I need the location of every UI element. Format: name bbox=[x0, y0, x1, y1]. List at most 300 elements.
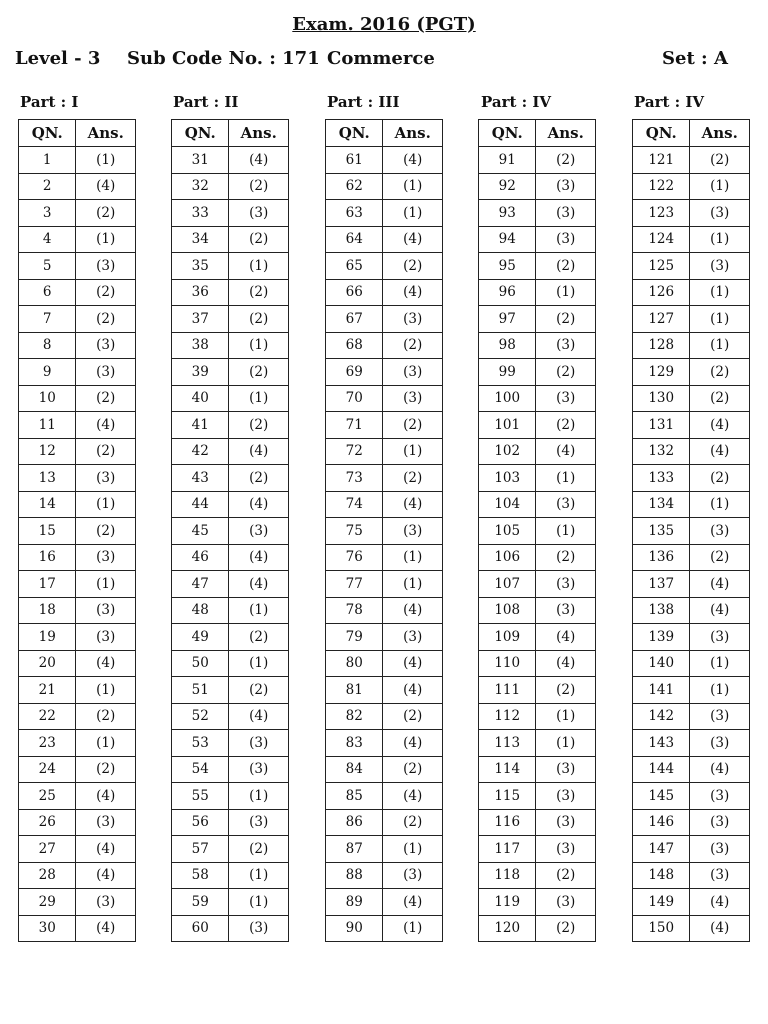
answer-value: (1) bbox=[690, 279, 750, 306]
answer-value: (2) bbox=[383, 809, 443, 836]
table-row bbox=[633, 703, 750, 730]
question-number: 27 bbox=[19, 836, 76, 863]
table-row bbox=[172, 385, 289, 412]
table-row bbox=[479, 173, 596, 200]
question-number: 100 bbox=[479, 385, 536, 412]
table-row bbox=[326, 809, 443, 836]
answer-value: (4) bbox=[383, 597, 443, 624]
answer-value: (3) bbox=[229, 809, 289, 836]
table-row bbox=[172, 279, 289, 306]
question-number: 75 bbox=[326, 518, 383, 545]
question-number: 133 bbox=[633, 465, 690, 492]
table-row bbox=[633, 173, 750, 200]
table-row bbox=[326, 730, 443, 757]
question-number: 54 bbox=[172, 756, 229, 783]
answer-value: (4) bbox=[690, 571, 750, 598]
table-row bbox=[172, 597, 289, 624]
answer-value: (4) bbox=[383, 147, 443, 174]
exam-title-text: Exam. 2016 (PGT) bbox=[292, 14, 476, 35]
table-row bbox=[326, 862, 443, 889]
table-row bbox=[172, 836, 289, 863]
table-row bbox=[172, 412, 289, 439]
answer-value: (4) bbox=[229, 544, 289, 571]
question-number: 142 bbox=[633, 703, 690, 730]
question-number: 14 bbox=[19, 491, 76, 518]
question-number: 76 bbox=[326, 544, 383, 571]
answer-value: (2) bbox=[229, 173, 289, 200]
question-number: 17 bbox=[19, 571, 76, 598]
table-row bbox=[633, 226, 750, 253]
table-row bbox=[326, 915, 443, 942]
answer-value: (4) bbox=[229, 703, 289, 730]
answer-value: (3) bbox=[536, 173, 596, 200]
question-number: 145 bbox=[633, 783, 690, 810]
question-number: 85 bbox=[326, 783, 383, 810]
answer-value: (4) bbox=[383, 677, 443, 704]
table-row bbox=[479, 544, 596, 571]
question-number: 13 bbox=[19, 465, 76, 492]
answer-value: (2) bbox=[76, 200, 136, 227]
answer-value: (2) bbox=[229, 465, 289, 492]
question-number: 3 bbox=[19, 200, 76, 227]
answer-value: (2) bbox=[76, 703, 136, 730]
question-number: 73 bbox=[326, 465, 383, 492]
answer-value: (3) bbox=[690, 253, 750, 280]
table-row bbox=[326, 279, 443, 306]
table-row bbox=[326, 332, 443, 359]
table-row bbox=[479, 147, 596, 174]
answer-value: (4) bbox=[229, 571, 289, 598]
table-row bbox=[479, 836, 596, 863]
table-row bbox=[633, 200, 750, 227]
answer-value: (2) bbox=[690, 385, 750, 412]
table-row bbox=[479, 624, 596, 651]
question-number: 71 bbox=[326, 412, 383, 439]
answer-value: (1) bbox=[76, 147, 136, 174]
question-number: 84 bbox=[326, 756, 383, 783]
answer-value: (2) bbox=[383, 756, 443, 783]
table-row bbox=[633, 862, 750, 889]
table-header-row bbox=[633, 120, 750, 147]
table-row bbox=[19, 412, 136, 439]
answer-value: (4) bbox=[690, 597, 750, 624]
table-row bbox=[633, 306, 750, 333]
answer-value: (1) bbox=[229, 385, 289, 412]
answer-value: (2) bbox=[76, 385, 136, 412]
table-row bbox=[633, 809, 750, 836]
table-row bbox=[479, 332, 596, 359]
question-number: 117 bbox=[479, 836, 536, 863]
table-row bbox=[172, 200, 289, 227]
table-row bbox=[479, 677, 596, 704]
question-number: 125 bbox=[633, 253, 690, 280]
question-number: 120 bbox=[479, 915, 536, 942]
table-row bbox=[19, 438, 136, 465]
table-header-row bbox=[172, 120, 289, 147]
answer-value: (3) bbox=[690, 862, 750, 889]
table-row bbox=[19, 465, 136, 492]
question-number: 144 bbox=[633, 756, 690, 783]
table-row bbox=[172, 544, 289, 571]
answer-value: (4) bbox=[383, 491, 443, 518]
answer-value: (3) bbox=[536, 200, 596, 227]
answer-value: (3) bbox=[76, 359, 136, 386]
answer-value: (3) bbox=[383, 359, 443, 386]
question-number: 97 bbox=[479, 306, 536, 333]
question-number: 16 bbox=[19, 544, 76, 571]
answer-table bbox=[325, 119, 443, 942]
question-number: 113 bbox=[479, 730, 536, 757]
answer-value: (4) bbox=[690, 756, 750, 783]
table-row bbox=[633, 783, 750, 810]
question-number: 12 bbox=[19, 438, 76, 465]
table-row bbox=[326, 518, 443, 545]
table-row bbox=[479, 491, 596, 518]
answer-value: (4) bbox=[383, 889, 443, 916]
table-row bbox=[479, 783, 596, 810]
table-row bbox=[633, 624, 750, 651]
question-number: 103 bbox=[479, 465, 536, 492]
answer-value: (2) bbox=[229, 412, 289, 439]
question-number: 4 bbox=[19, 226, 76, 253]
answer-value: (3) bbox=[690, 518, 750, 545]
question-number: 47 bbox=[172, 571, 229, 598]
question-number: 67 bbox=[326, 306, 383, 333]
answer-value: (1) bbox=[383, 836, 443, 863]
question-number: 36 bbox=[172, 279, 229, 306]
question-number: 105 bbox=[479, 518, 536, 545]
table-row bbox=[172, 703, 289, 730]
answer-value: (2) bbox=[536, 147, 596, 174]
question-number: 95 bbox=[479, 253, 536, 280]
table-row bbox=[172, 518, 289, 545]
table-row bbox=[19, 677, 136, 704]
question-number: 72 bbox=[326, 438, 383, 465]
answer-value: (2) bbox=[690, 544, 750, 571]
table-row bbox=[172, 650, 289, 677]
table-row bbox=[479, 571, 596, 598]
answer-value: (2) bbox=[536, 915, 596, 942]
table-row bbox=[479, 809, 596, 836]
question-number: 20 bbox=[19, 650, 76, 677]
question-number: 140 bbox=[633, 650, 690, 677]
answer-value: (1) bbox=[76, 226, 136, 253]
table-row bbox=[479, 279, 596, 306]
qn-header: QN. bbox=[633, 120, 690, 147]
question-number: 31 bbox=[172, 147, 229, 174]
question-number: 11 bbox=[19, 412, 76, 439]
table-row bbox=[633, 650, 750, 677]
question-number: 149 bbox=[633, 889, 690, 916]
table-row bbox=[172, 306, 289, 333]
answer-value: (2) bbox=[690, 465, 750, 492]
table-row bbox=[19, 889, 136, 916]
question-number: 148 bbox=[633, 862, 690, 889]
answer-value: (2) bbox=[690, 147, 750, 174]
table-row bbox=[633, 279, 750, 306]
answer-value: (3) bbox=[76, 465, 136, 492]
question-number: 24 bbox=[19, 756, 76, 783]
table-row bbox=[633, 836, 750, 863]
table-row bbox=[19, 332, 136, 359]
ans-header: Ans. bbox=[229, 120, 289, 147]
answer-value: (3) bbox=[690, 624, 750, 651]
table-row bbox=[19, 279, 136, 306]
table-row bbox=[326, 200, 443, 227]
answer-value: (2) bbox=[383, 412, 443, 439]
table-row bbox=[479, 597, 596, 624]
answer-value: (3) bbox=[76, 544, 136, 571]
table-row bbox=[326, 544, 443, 571]
question-number: 108 bbox=[479, 597, 536, 624]
question-number: 29 bbox=[19, 889, 76, 916]
table-row bbox=[633, 332, 750, 359]
question-number: 121 bbox=[633, 147, 690, 174]
part-label: Part : II bbox=[173, 93, 239, 111]
table-row bbox=[172, 624, 289, 651]
question-number: 19 bbox=[19, 624, 76, 651]
answer-value: (1) bbox=[690, 677, 750, 704]
answer-value: (3) bbox=[383, 306, 443, 333]
question-number: 119 bbox=[479, 889, 536, 916]
part-label: Part : IV bbox=[481, 93, 552, 111]
answer-value: (3) bbox=[536, 809, 596, 836]
table-row bbox=[633, 677, 750, 704]
question-number: 109 bbox=[479, 624, 536, 651]
question-number: 139 bbox=[633, 624, 690, 651]
question-number: 46 bbox=[172, 544, 229, 571]
question-number: 94 bbox=[479, 226, 536, 253]
answer-value: (4) bbox=[383, 730, 443, 757]
table-row bbox=[479, 730, 596, 757]
answer-value: (2) bbox=[76, 438, 136, 465]
table-row bbox=[19, 147, 136, 174]
table-row bbox=[19, 226, 136, 253]
answer-value: (3) bbox=[536, 783, 596, 810]
answer-value: (1) bbox=[690, 332, 750, 359]
answer-value: (4) bbox=[76, 915, 136, 942]
answer-value: (2) bbox=[76, 756, 136, 783]
table-row bbox=[19, 836, 136, 863]
answer-value: (3) bbox=[383, 385, 443, 412]
qn-header: QN. bbox=[172, 120, 229, 147]
answer-table bbox=[632, 119, 750, 942]
question-number: 126 bbox=[633, 279, 690, 306]
table-row bbox=[19, 597, 136, 624]
question-number: 23 bbox=[19, 730, 76, 757]
table-row bbox=[479, 385, 596, 412]
table-row bbox=[19, 359, 136, 386]
table-row bbox=[326, 650, 443, 677]
answer-value: (4) bbox=[76, 836, 136, 863]
question-number: 127 bbox=[633, 306, 690, 333]
part-label: Part : III bbox=[327, 93, 400, 111]
answer-table bbox=[478, 119, 596, 942]
table-row bbox=[19, 624, 136, 651]
answer-value: (2) bbox=[229, 677, 289, 704]
question-number: 110 bbox=[479, 650, 536, 677]
question-number: 35 bbox=[172, 253, 229, 280]
answer-value: (2) bbox=[536, 306, 596, 333]
table-row bbox=[172, 889, 289, 916]
answer-value: (4) bbox=[383, 783, 443, 810]
answer-value: (1) bbox=[383, 173, 443, 200]
answer-value: (1) bbox=[536, 703, 596, 730]
table-row bbox=[172, 809, 289, 836]
answer-value: (2) bbox=[229, 359, 289, 386]
answer-value: (2) bbox=[383, 465, 443, 492]
answer-value: (1) bbox=[690, 226, 750, 253]
question-number: 74 bbox=[326, 491, 383, 518]
answer-value: (1) bbox=[690, 650, 750, 677]
question-number: 79 bbox=[326, 624, 383, 651]
answer-value: (2) bbox=[383, 332, 443, 359]
answer-value: (4) bbox=[690, 915, 750, 942]
question-number: 123 bbox=[633, 200, 690, 227]
level-label: Level - 3 bbox=[15, 48, 101, 69]
table-row bbox=[326, 147, 443, 174]
answer-value: (3) bbox=[229, 518, 289, 545]
table-row bbox=[19, 730, 136, 757]
answer-value: (2) bbox=[76, 518, 136, 545]
table-row bbox=[172, 332, 289, 359]
answer-value: (3) bbox=[536, 571, 596, 598]
table-row bbox=[19, 809, 136, 836]
question-number: 42 bbox=[172, 438, 229, 465]
answer-value: (3) bbox=[383, 862, 443, 889]
table-row bbox=[479, 200, 596, 227]
answer-value: (3) bbox=[383, 624, 443, 651]
question-number: 15 bbox=[19, 518, 76, 545]
table-row bbox=[326, 677, 443, 704]
answer-value: (4) bbox=[536, 650, 596, 677]
table-row bbox=[326, 438, 443, 465]
answer-value: (3) bbox=[690, 783, 750, 810]
table-row bbox=[19, 756, 136, 783]
table-row bbox=[326, 465, 443, 492]
answer-value: (2) bbox=[690, 359, 750, 386]
table-row bbox=[172, 359, 289, 386]
table-row bbox=[19, 518, 136, 545]
table-row bbox=[19, 703, 136, 730]
question-number: 107 bbox=[479, 571, 536, 598]
table-row bbox=[479, 359, 596, 386]
question-number: 59 bbox=[172, 889, 229, 916]
table-row bbox=[326, 703, 443, 730]
answer-table bbox=[171, 119, 289, 942]
answer-value: (2) bbox=[536, 677, 596, 704]
table-row bbox=[172, 730, 289, 757]
answer-value: (4) bbox=[76, 783, 136, 810]
table-row bbox=[479, 412, 596, 439]
answer-value: (2) bbox=[229, 624, 289, 651]
answer-value: (4) bbox=[76, 412, 136, 439]
table-header-row bbox=[326, 120, 443, 147]
question-number: 65 bbox=[326, 253, 383, 280]
table-row bbox=[479, 465, 596, 492]
question-number: 132 bbox=[633, 438, 690, 465]
table-row bbox=[19, 253, 136, 280]
question-number: 2 bbox=[19, 173, 76, 200]
answer-value: (3) bbox=[690, 809, 750, 836]
answer-value: (4) bbox=[690, 889, 750, 916]
table-row bbox=[19, 491, 136, 518]
answer-value: (1) bbox=[76, 677, 136, 704]
qn-header: QN. bbox=[19, 120, 76, 147]
question-number: 143 bbox=[633, 730, 690, 757]
table-row bbox=[19, 544, 136, 571]
answer-value: (2) bbox=[536, 862, 596, 889]
answer-value: (1) bbox=[536, 279, 596, 306]
table-row bbox=[633, 359, 750, 386]
question-number: 146 bbox=[633, 809, 690, 836]
question-number: 92 bbox=[479, 173, 536, 200]
question-number: 30 bbox=[19, 915, 76, 942]
ans-header: Ans. bbox=[76, 120, 136, 147]
question-number: 81 bbox=[326, 677, 383, 704]
table-row bbox=[633, 518, 750, 545]
question-number: 7 bbox=[19, 306, 76, 333]
question-number: 96 bbox=[479, 279, 536, 306]
table-row bbox=[19, 915, 136, 942]
answer-value: (3) bbox=[536, 491, 596, 518]
table-row bbox=[19, 200, 136, 227]
question-number: 138 bbox=[633, 597, 690, 624]
table-row bbox=[633, 491, 750, 518]
answer-value: (1) bbox=[229, 597, 289, 624]
set-label: Set : A bbox=[662, 48, 728, 69]
table-row bbox=[633, 544, 750, 571]
table-row bbox=[172, 147, 289, 174]
answer-value: (3) bbox=[536, 332, 596, 359]
question-number: 130 bbox=[633, 385, 690, 412]
question-number: 22 bbox=[19, 703, 76, 730]
question-number: 9 bbox=[19, 359, 76, 386]
table-row bbox=[19, 650, 136, 677]
answer-value: (3) bbox=[229, 200, 289, 227]
table-row bbox=[633, 438, 750, 465]
table-row bbox=[326, 253, 443, 280]
question-number: 91 bbox=[479, 147, 536, 174]
table-row bbox=[479, 915, 596, 942]
table-row bbox=[479, 650, 596, 677]
answer-value: (3) bbox=[690, 836, 750, 863]
answer-value: (4) bbox=[383, 279, 443, 306]
answer-value: (2) bbox=[229, 836, 289, 863]
answer-value: (3) bbox=[690, 730, 750, 757]
question-number: 114 bbox=[479, 756, 536, 783]
answer-value: (2) bbox=[536, 412, 596, 439]
table-header-row bbox=[479, 120, 596, 147]
answer-value: (3) bbox=[229, 756, 289, 783]
question-number: 1 bbox=[19, 147, 76, 174]
answer-value: (1) bbox=[229, 862, 289, 889]
table-row bbox=[326, 306, 443, 333]
question-number: 21 bbox=[19, 677, 76, 704]
question-number: 39 bbox=[172, 359, 229, 386]
answer-value: (2) bbox=[76, 306, 136, 333]
answer-value: (1) bbox=[536, 730, 596, 757]
answer-value: (2) bbox=[229, 306, 289, 333]
answer-value: (2) bbox=[536, 544, 596, 571]
table-row bbox=[19, 862, 136, 889]
table-row bbox=[326, 836, 443, 863]
question-number: 40 bbox=[172, 385, 229, 412]
table-row bbox=[479, 756, 596, 783]
table-row bbox=[172, 173, 289, 200]
question-number: 38 bbox=[172, 332, 229, 359]
answer-value: (2) bbox=[536, 253, 596, 280]
